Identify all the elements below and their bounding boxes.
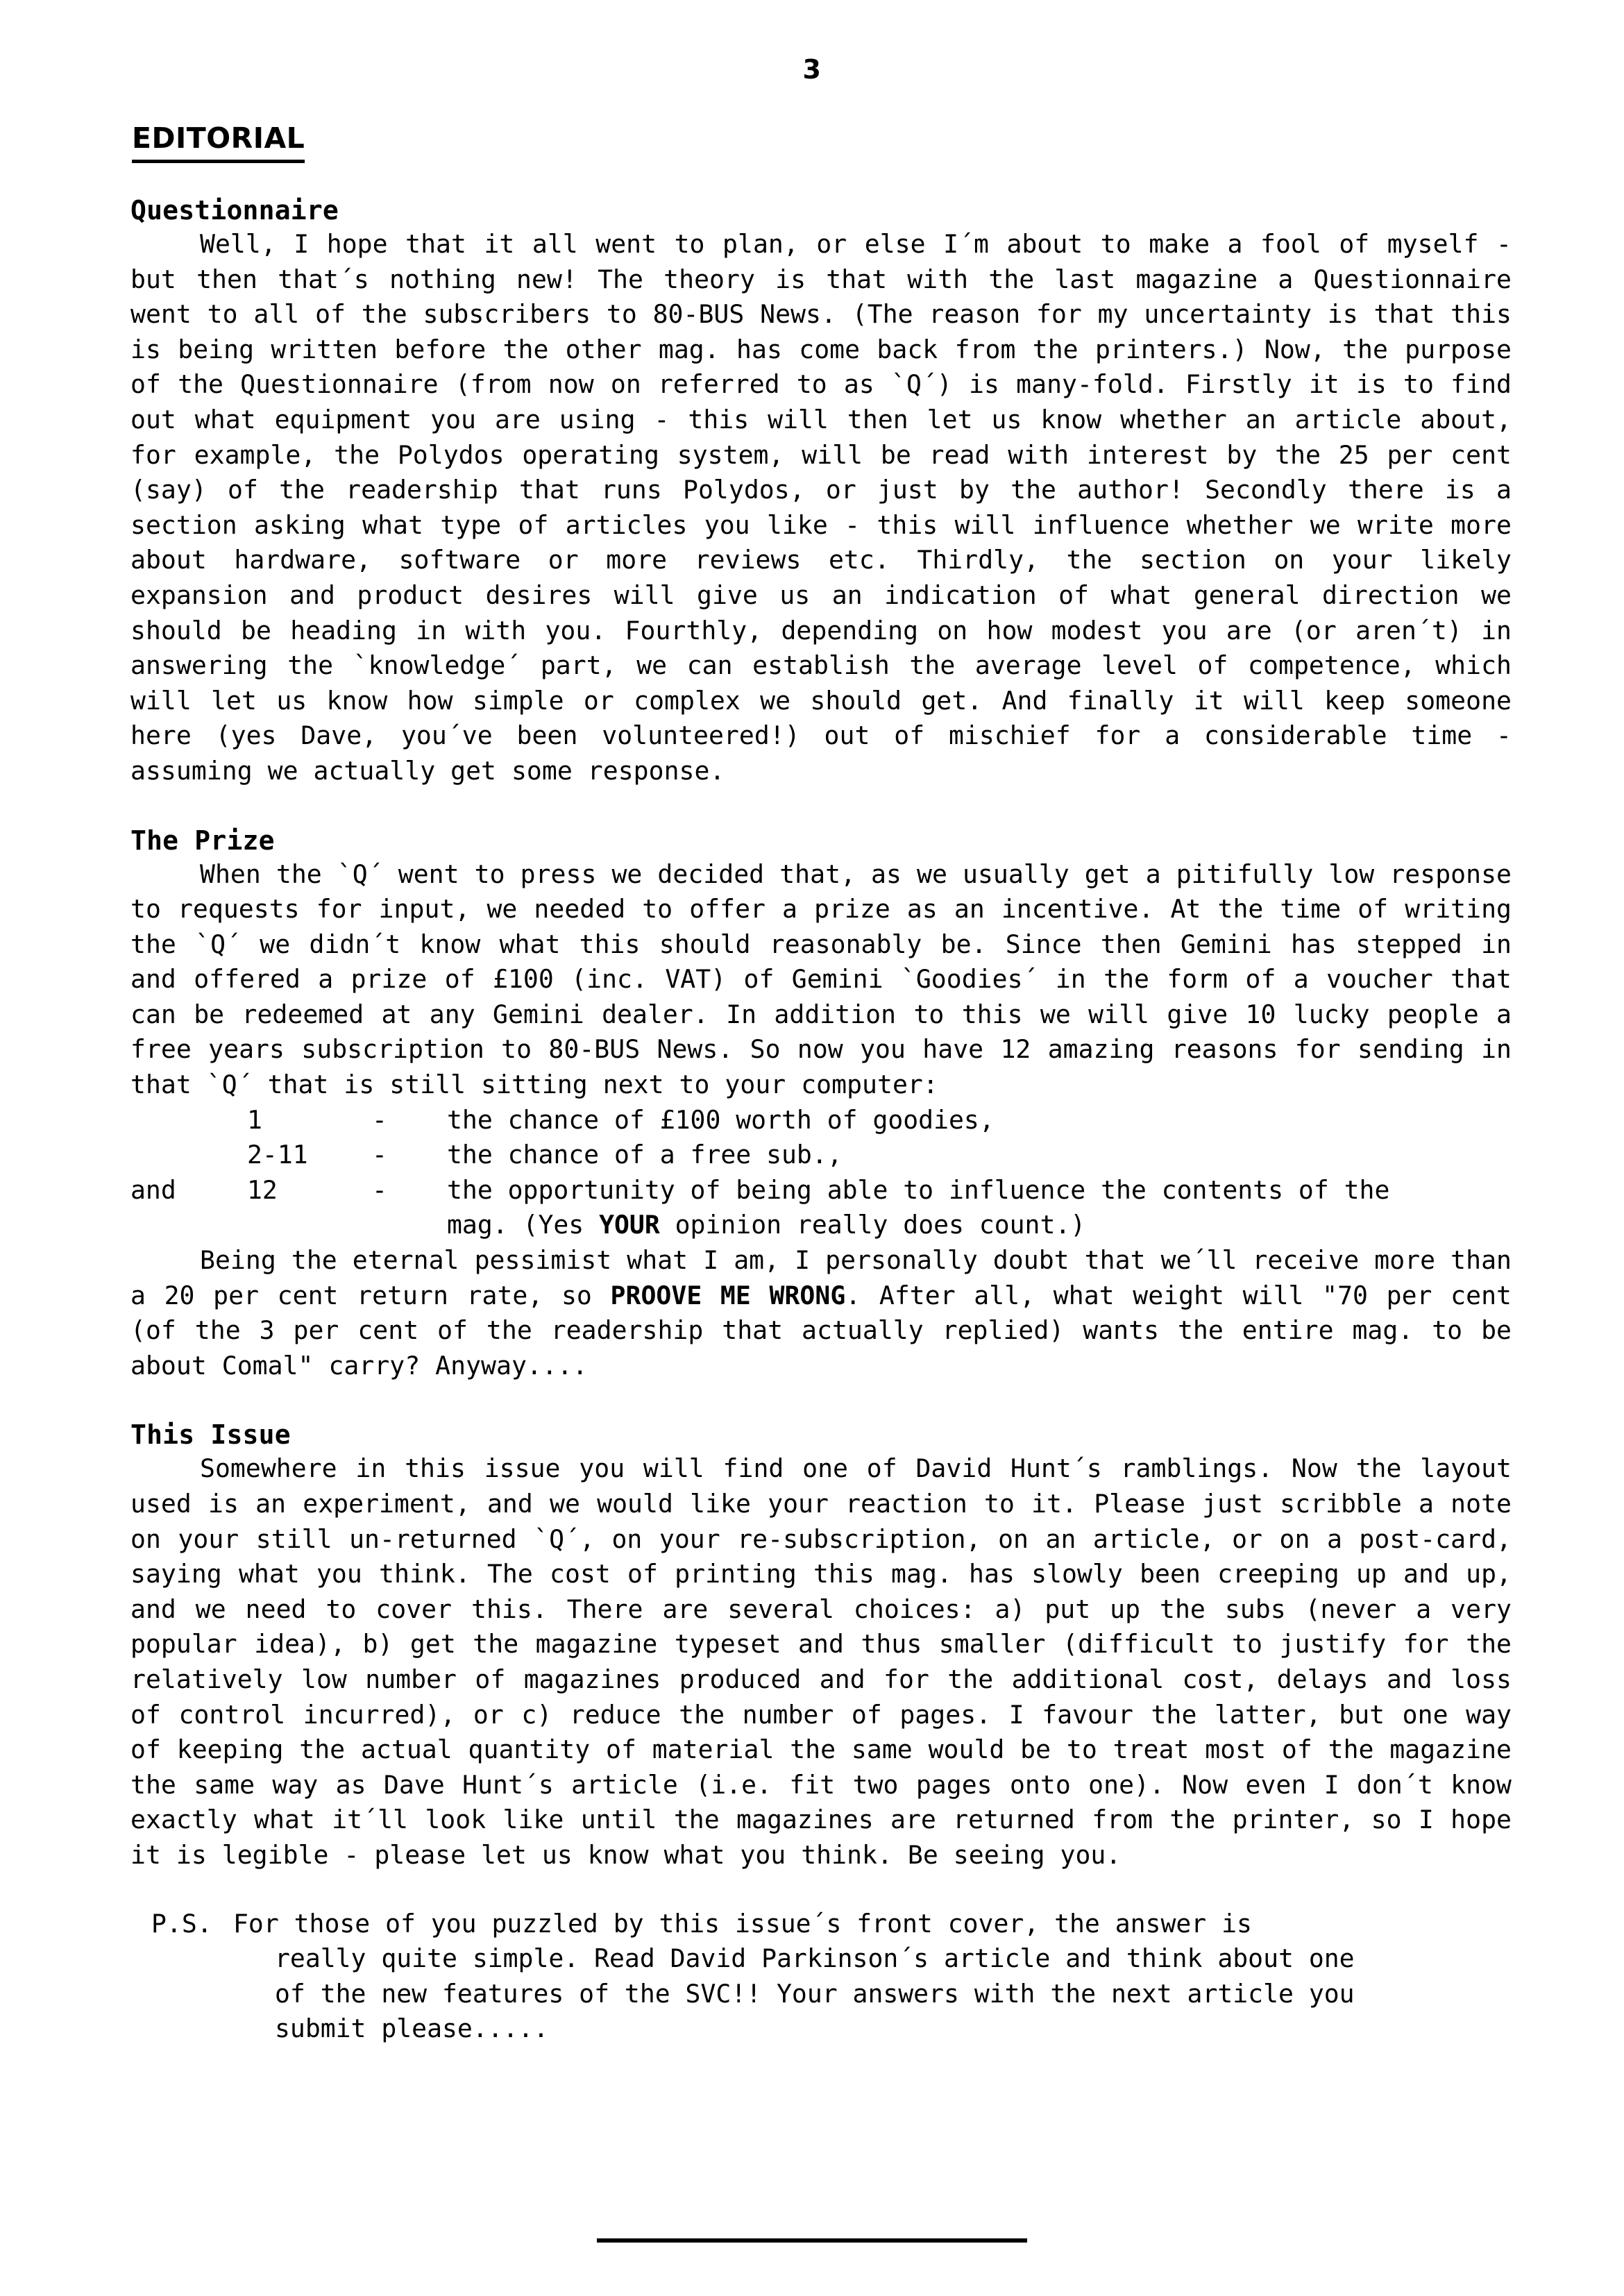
prize-reasons-list bbox=[130, 1103, 1512, 1243]
list-item bbox=[130, 1138, 1512, 1173]
prize-item-dash: - bbox=[372, 1174, 387, 1205]
list-item bbox=[130, 1103, 1512, 1138]
prize-item-dash: - bbox=[372, 1140, 387, 1170]
section-heading-questionnaire: Questionnaire bbox=[130, 195, 339, 226]
section-heading-this-issue: This Issue bbox=[130, 1419, 291, 1451]
prize-item-number: 1 bbox=[247, 1104, 262, 1135]
questionnaire-paragraph bbox=[130, 227, 1512, 789]
postscript-line: submit please..... bbox=[275, 2014, 549, 2044]
editorial-title: EDITORIAL bbox=[132, 121, 305, 163]
this-issue-paragraph bbox=[130, 1451, 1512, 1873]
prize-paragraph-text: When the `Q´ went to press we decided that, as we usually get a pitifully low response to requests for input, we needed to offer a prize as an incentive. At the time of writing the `Q´ we didn´t know what this should reasonably be. Since then Gemini has stepped in and offered a prize of £100 (inc. VAT) of Gemini `Goodies´ in the form of a voucher that can be redeemed at any Gemini dealer. In addition to this we will give 10 lucky people a free years subscription to 80-BUS News. So now you have 12 amazing reasons for sending in that `Q´ that is still sitting next to your computer: bbox=[130, 859, 1512, 1100]
editorial-masthead bbox=[130, 121, 1512, 163]
page-number: 3 bbox=[802, 54, 822, 85]
prize-item-text: the chance of a free sub., bbox=[447, 1140, 843, 1170]
postscript-block bbox=[151, 1907, 1512, 2047]
horizontal-rule bbox=[597, 2238, 1027, 2243]
prize-item-number: 12 bbox=[247, 1174, 278, 1205]
postscript-line: really quite simple. Read David Parkinson´s article and think about one bbox=[275, 1943, 1355, 1974]
section-heading-prize: The Prize bbox=[130, 825, 275, 856]
postscript-line: of the new features of the SVC!! Your answers with the next article you bbox=[275, 1978, 1355, 2009]
prize-item-number: 2-11 bbox=[247, 1140, 308, 1170]
prize-item-text: the chance of £100 worth of goodies, bbox=[447, 1104, 995, 1135]
postscript-body bbox=[233, 1907, 1512, 2047]
prize-item-prefix: and bbox=[130, 1174, 176, 1205]
prize-closing-paragraph bbox=[130, 1243, 1512, 1383]
this-issue-paragraph-text: Somewhere in this issue you will find one of David Hunt´s ramblings. Now the layout used is an experiment, and we would like your reaction to it. Please just scribble a note on your still un-returned `Q´, on your re-subscription, on an article, or on a post-card, saying what you think. The cost of printing this mag. has slowly been creeping up and up, and we need to cover this. There are several choices: a) put up the subs (never a very popular idea), b) get the magazine typeset and thus smaller (difficult to justify for the relatively low number of magazines produced and for the additional cost, delays and loss of control incurred), or c) reduce the number of pages. I favour the latter, but one way of keeping the actual quantity of material the same would be to treat most of the magazine the same way as Dave Hunt´s article (i.e. fit two pages onto one). Now even I don´t know exactly what it´ll look like until the magazines are returned from the printer, so I hope it is legible - please let us know what you think. Be seeing you. bbox=[130, 1453, 1512, 1870]
prize-closing-paragraph-text: Being the eternal pessimist what I am, I personally doubt that we´ll receive more than a 20 per cent return rate, so PROOVE ME WRONG. After all, what weight will "70 per cent (of the 3 per cent of the readership that actually replied) wants the entire mag. to be about Comal" carry? Anyway.... bbox=[130, 1245, 1512, 1381]
postscript-line: For those of you puzzled by this issue´s front cover, the answer is bbox=[233, 1908, 1252, 1939]
prize-item-continuation: mag. (Yes YOUR opinion really does count.) bbox=[447, 1210, 1086, 1240]
prize-item-text: the opportunity of being able to influence the contents of the bbox=[447, 1174, 1390, 1205]
postscript-label: P.S. bbox=[151, 1908, 212, 1939]
footer-divider bbox=[0, 2232, 1624, 2245]
prize-paragraph bbox=[130, 857, 1512, 1103]
prize-item-dash: - bbox=[372, 1104, 387, 1135]
questionnaire-paragraph-text: Well, I hope that it all went to plan, or else I´m about to make a fool of myself - but then that´s nothing new! The theory is that with the last magazine a Questionnaire went to all of the subscribers to 80-BUS News. (The reason for my uncertainty is that this is being written before the other mag. has come back from the printers.) Now, the purpose of the Questionnaire (from now on referred to as `Q´) is many-fold. Firstly it is to find out what equipment you are using - this will then let us know whether an article about, for example, the Polydos operating system, will be read with interest by the 25 per cent (say) of the readership that runs Polydos, or just by the author! Secondly there is a section asking what type of articles you like - this will influence whether we write more about hardware, software or more reviews etc. Thirdly, the section on your likely expansion and product desires will give us an indication of what general direction we should be heading in with you. Fourthly, depending on how modest you are (or aren´t) in answering the `knowledge´ part, we can establish the average level of competence, which will let us know how simple or complex we should get. And finally it will keep someone here (yes Dave, you´ve been volunteered!) out of mischief for a considerable time - assuming we actually get some response. bbox=[130, 229, 1512, 786]
list-item bbox=[130, 1173, 1512, 1208]
content-column bbox=[130, 121, 1512, 2047]
